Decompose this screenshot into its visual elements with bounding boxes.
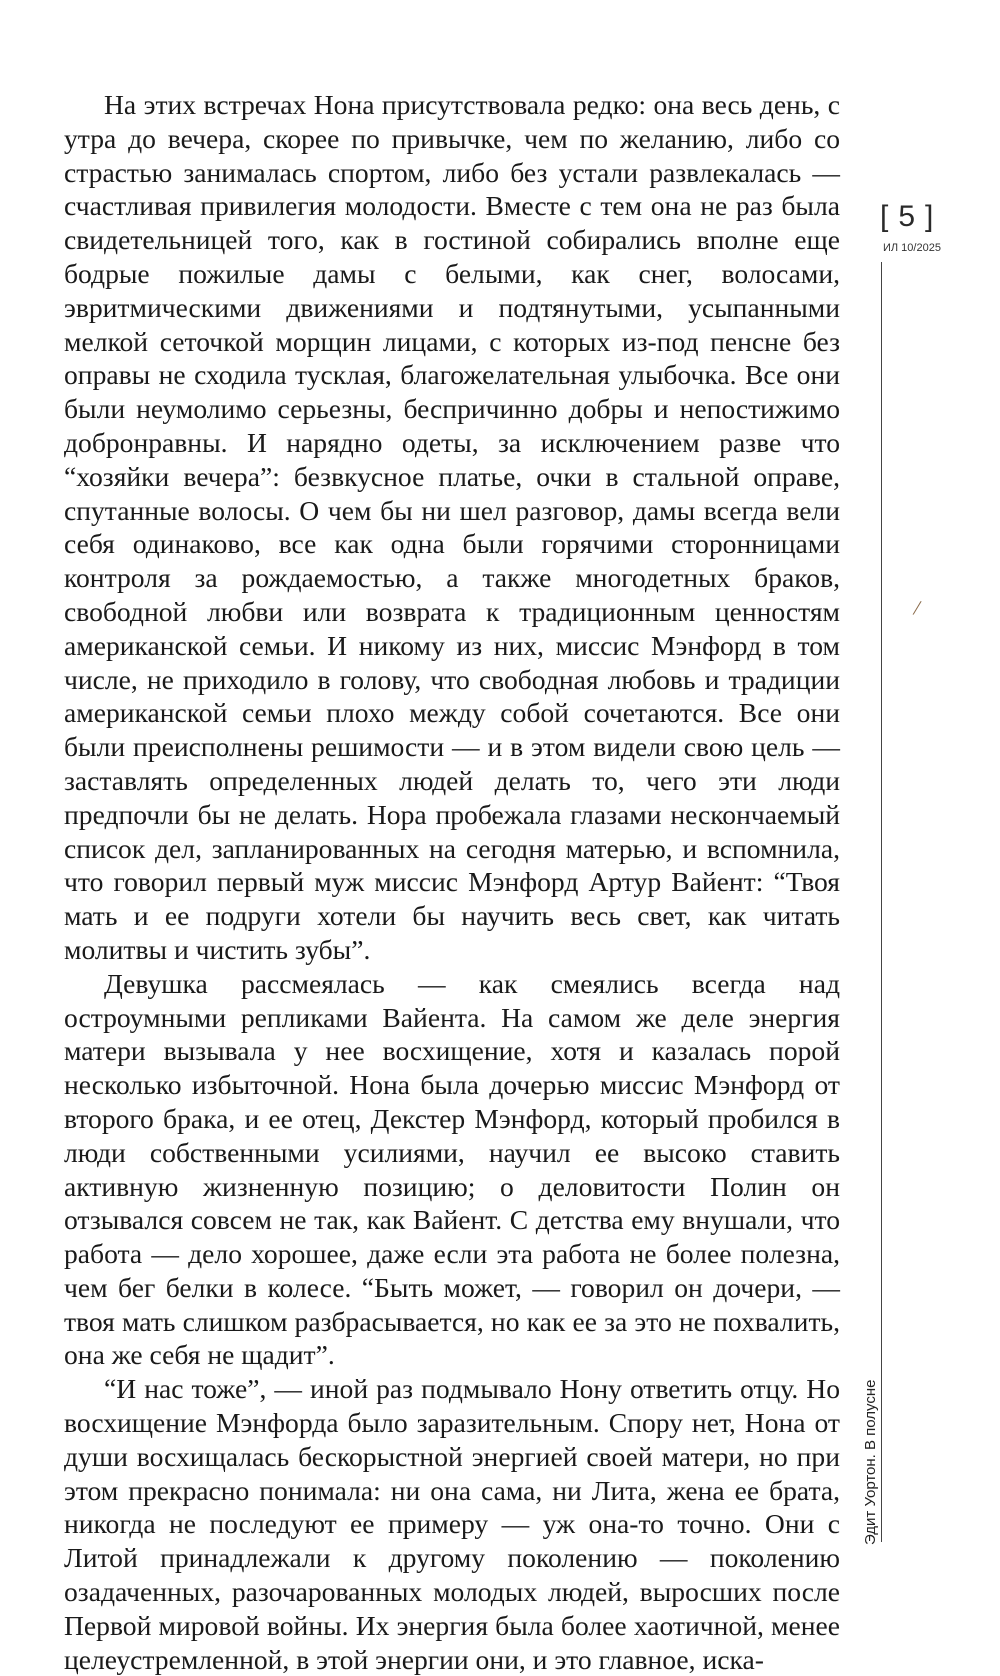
body-text bbox=[64, 88, 840, 1676]
running-title: Эдит Уортон. В полусне bbox=[862, 1379, 879, 1545]
paragraph-3: “И нас тоже”, — иной раз подмывало Нону ответить отцу. Но восхищение Мэнфорда было заразительным. Спору нет, Нона от души восхищалась бескорыстной энергией своей матери, но при этом прекрасно понимала: ни она сама, ни Лита, жена ее брата, никогда не последуют ее примеру — уж она-то точно. Они с Литой принадлежали к другому поколению — поколению озадаченных, разочарованных молодых людей, выросших после Первой мировой войны. Их энергия была более хаотичной, менее целеустремленной, в этой энергии они, и это главное, иска- bbox=[64, 1373, 840, 1675]
pencil-mark: / bbox=[911, 594, 923, 621]
paragraph-1: На этих встречах Нона присутствовала редко: она весь день, с утра до вечера, скорее по привычке, чем по желанию, либо со страстью занималась спортом, либо без устали развлекалась — счастливая привилегия молодости. Вместе с тем она не раз была свидетельницей того, как в гостиной собирались вполне еще бодрые пожилые дамы с белыми, как снег, волосами, эвритмическими движениями и подтянутыми, усыпанными мелкой сеточкой морщин лицами, с которых из-под пенсне без оправы не сходила тусклая, благожелательная улыбочка. Все они были неумолимо серьезны, беспричинно добры и непостижимо добронравны. И нарядно одеты, за исключением разве что “хозяйки вечера”: безвкусное платье, очки в стальной оправе, спутанные волосы. О чем бы ни шел разговор, дамы всегда вели себя одинаково, все как одна были горячими сторонницами контроля за рождаемостью, а также многодетных браков, свободной любви или возврата к традиционным ценностям американской семьи. И никому из них, миссис Мэнфорд в том числе, не приходило в голову, что свободная любовь и традиции американской семьи плохо между собой сочетаются. Все они были преисполнены решимости — и в этом видели свою цель — заставлять определенных людей делать то, чего эти люди предпочли бы не делать. Нора пробежала глазами нескончаемый список дел, запланированных на сегодня матерью, и вспомнила, что говорил первый муж миссис Мэнфорд Артур Вайент: “Твоя мать и ее подруги хотели бы научить весь свет, как читать молитвы и чистить зубы”. bbox=[64, 89, 840, 965]
page-number: [5] bbox=[880, 200, 944, 233]
issue-label: ИЛ 10/2025 bbox=[883, 242, 941, 254]
paragraph-2: Девушка рассмеялась — как смеялись всегда над остроумными репликами Вайента. На самом же деле энергия матери вызывала у нее восхищение, хотя и казалась порой несколько избыточной. Нона была дочерью миссис Мэнфорд от второго брака, и ее отец, Декстер Мэнфорд, который пробился в люди собственными усилиями, научил ее высоко ставить активную жизненную позицию; о деловитости Полин он отзывался совсем не так, как Вайент. С детства ему внушали, что работа — дело хорошее, даже если эта работа не более полезна, чем бег белки в колесе. “Быть может, — говорил он дочери, — твоя мать слишком разбрасывается, но как ее за это не похвалить, она же себя не щадит”. bbox=[64, 967, 840, 1371]
